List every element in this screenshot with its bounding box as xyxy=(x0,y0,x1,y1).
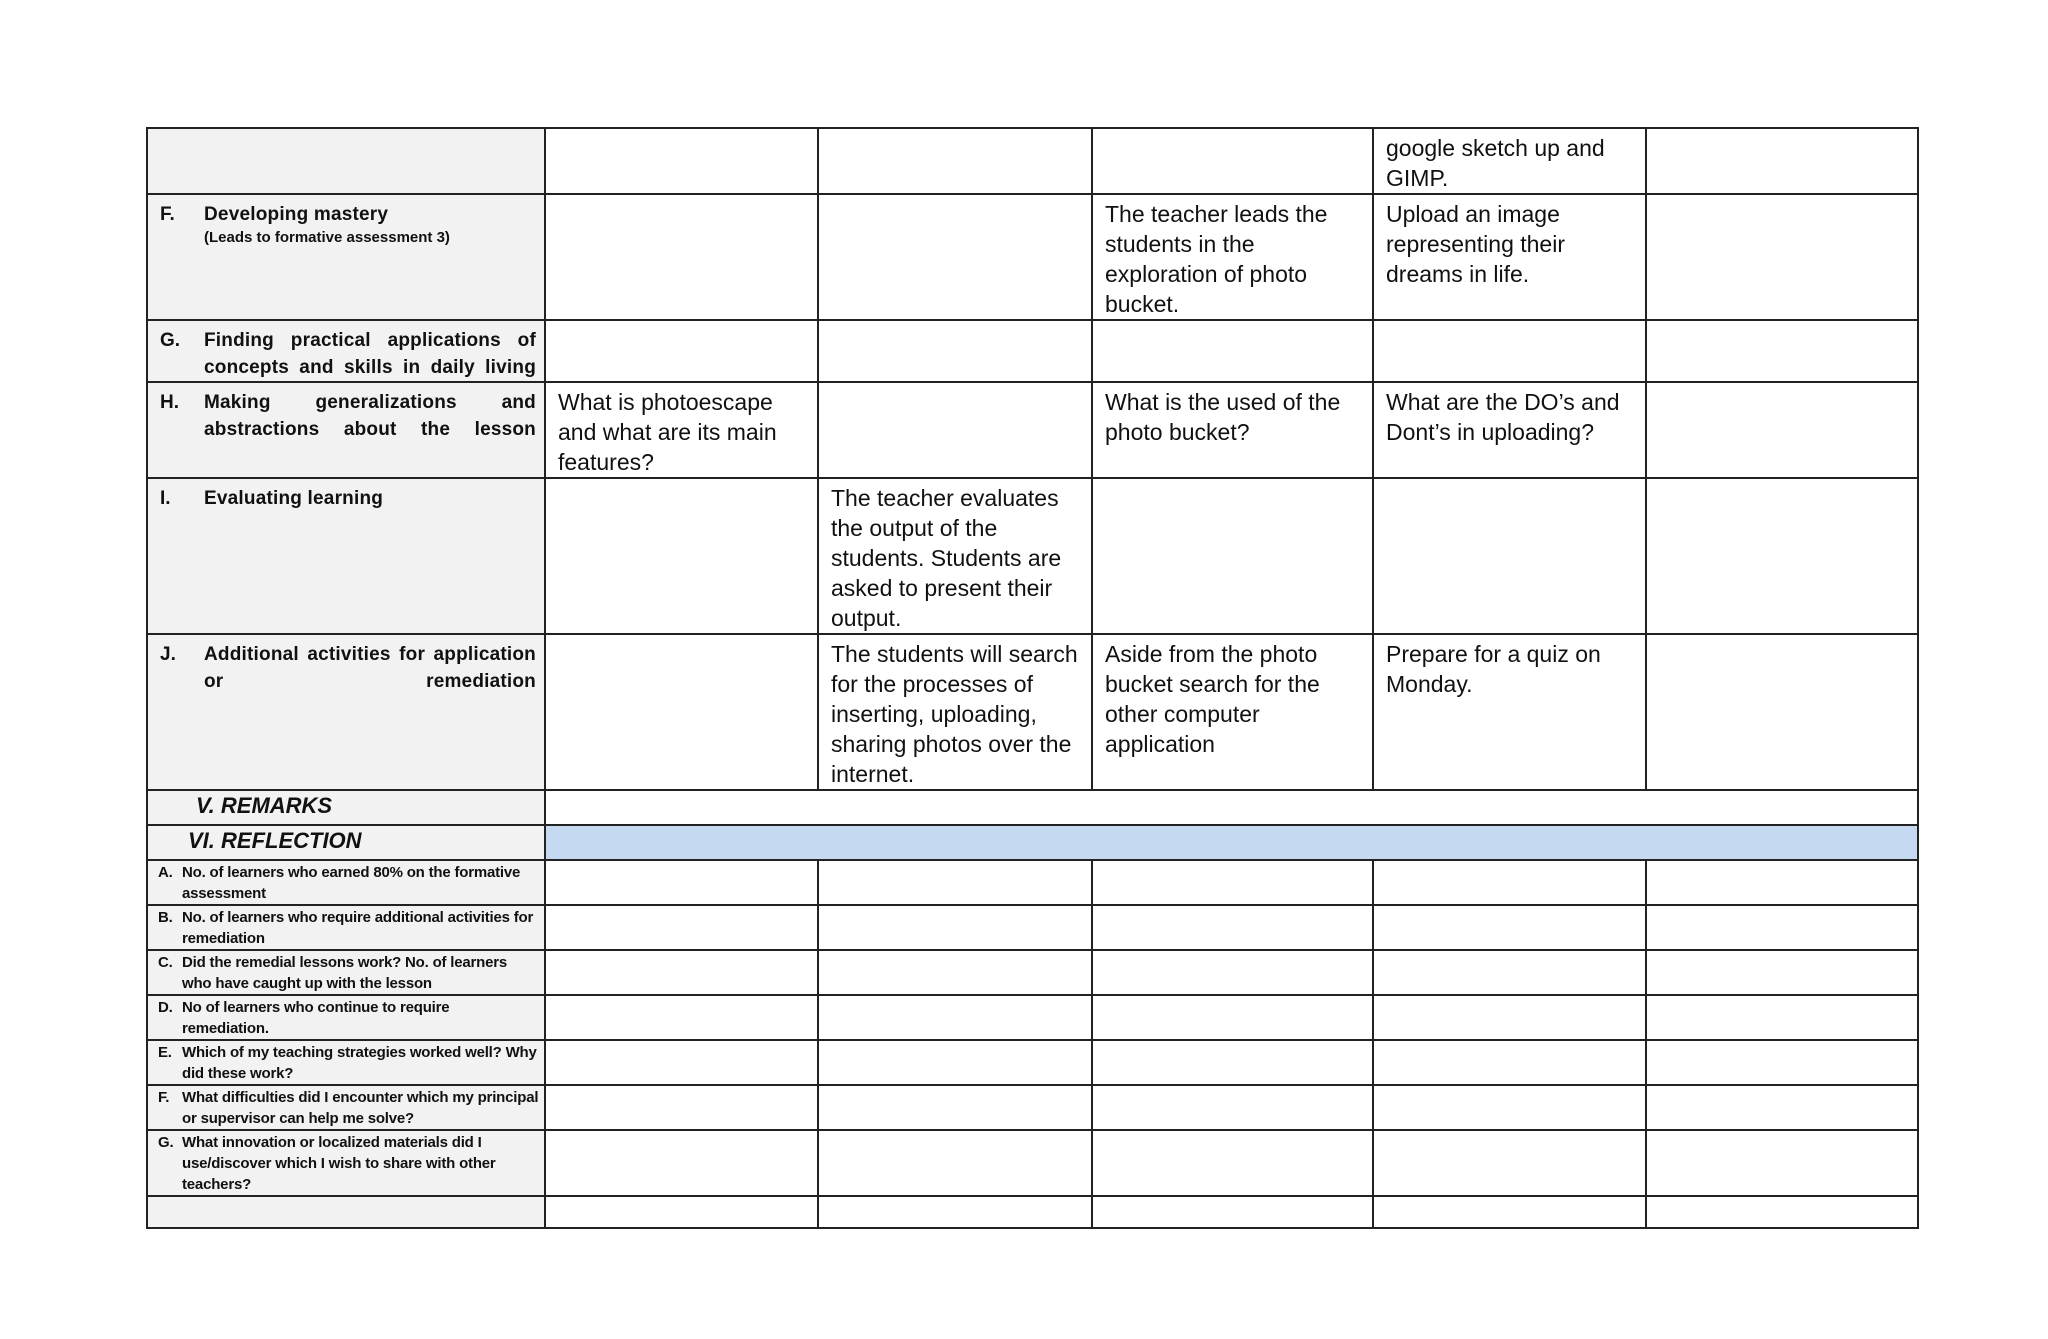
day-cell xyxy=(1092,320,1373,382)
day-cell-text xyxy=(546,129,817,133)
day-cell xyxy=(818,382,1092,478)
day-cell xyxy=(1373,382,1646,478)
day-cell-text xyxy=(819,321,1091,325)
procedure-label xyxy=(148,383,544,443)
reflection-question-cell xyxy=(147,1196,545,1228)
day-cell xyxy=(545,382,818,478)
day-cell xyxy=(1092,382,1373,478)
day-cell xyxy=(1373,194,1646,320)
reflection-answer-cell xyxy=(1373,1196,1646,1228)
reflection-question xyxy=(148,1041,544,1084)
reflection-answer-cell xyxy=(1373,860,1646,905)
day-cell-text: The students will search for the processes of inserting, uploading, sharing photos over the internet. xyxy=(831,641,1078,787)
reflection-letter: A. xyxy=(158,864,173,881)
procedure-label-cell xyxy=(147,128,545,194)
day-cell-text: What is the used of the photo bucket? xyxy=(1105,389,1341,445)
reflection-answer-cell xyxy=(1092,860,1373,905)
day-cell xyxy=(818,320,1092,382)
dll-table xyxy=(146,127,1919,1229)
procedure-label xyxy=(148,479,544,512)
day-cell xyxy=(545,478,818,634)
procedure-label-text-box xyxy=(204,327,536,381)
reflection-answer-cell xyxy=(1646,950,1918,995)
reflection-answer-cell xyxy=(1373,995,1646,1040)
day-cell-text: The teacher leads the students in the exploration of photo bucket. xyxy=(1105,201,1328,317)
day-cell-text xyxy=(1093,129,1372,133)
day-cell-text xyxy=(546,479,817,483)
procedure-row xyxy=(147,634,1918,790)
reflection-letter: D. xyxy=(158,999,173,1016)
reflection-answer-cell xyxy=(1092,1130,1373,1196)
day-cell-text xyxy=(546,635,817,639)
reflection-answer-cell xyxy=(1092,1196,1373,1228)
reflection-question-cell xyxy=(147,1040,545,1085)
reflection-answer-cell xyxy=(545,1130,818,1196)
reflection-answer-cell xyxy=(545,950,818,995)
reflection-answer-cell xyxy=(1373,1130,1646,1196)
procedure-label-text-box xyxy=(204,389,536,443)
reflection-question-text: No of learners who continue to require remediation. xyxy=(182,999,450,1037)
day-cell xyxy=(1373,320,1646,382)
reflection-answer-cell xyxy=(1092,1085,1373,1130)
reflection-question-row xyxy=(147,950,1918,995)
reflection-label-cell xyxy=(147,825,545,860)
reflection-bar xyxy=(545,825,1918,860)
procedure-label-text: Developing mastery xyxy=(204,204,389,225)
reflection-question-cell xyxy=(147,950,545,995)
remarks-cell xyxy=(545,790,1918,825)
reflection-answer-cell xyxy=(1373,950,1646,995)
day-cell-text: The teacher evaluates the output of the students. Students are asked to present their output. xyxy=(831,485,1062,631)
day-cell-text xyxy=(1647,635,1917,639)
reflection-question-text: What difficulties did I encounter which my principal or supervisor can help me solve? xyxy=(182,1089,539,1127)
day-cell xyxy=(1646,478,1918,634)
procedure-letter: J. xyxy=(160,644,176,665)
day-cell xyxy=(1646,634,1918,790)
day-cell xyxy=(818,634,1092,790)
day-cell xyxy=(545,194,818,320)
reflection-row xyxy=(147,825,1918,860)
reflection-question-text: No. of learners who require additional activities for remediation xyxy=(182,909,534,947)
procedure-label xyxy=(148,321,544,381)
day-cell-text: Upload an image representing their dreams in life. xyxy=(1386,201,1565,287)
procedure-row xyxy=(147,382,1918,478)
day-cell xyxy=(1092,634,1373,790)
reflection-heading: VI. REFLECTION xyxy=(188,828,362,853)
procedure-label-cell xyxy=(147,634,545,790)
reflection-question xyxy=(148,951,544,994)
reflection-question-row xyxy=(147,1085,1918,1130)
reflection-answer-cell xyxy=(1646,1130,1918,1196)
reflection-question-text: What innovation or localized materials did I use/discover which I wish to share with other teachers? xyxy=(182,1134,496,1193)
reflection-question xyxy=(148,861,544,904)
reflection-letter: C. xyxy=(158,954,173,971)
reflection-answer-cell xyxy=(818,905,1092,950)
reflection-answer-cell xyxy=(545,995,818,1040)
reflection-answer-cell xyxy=(545,1040,818,1085)
reflection-question xyxy=(148,1131,544,1195)
day-cell-text xyxy=(1374,479,1645,483)
reflection-answer-cell xyxy=(1646,860,1918,905)
reflection-question-cell xyxy=(147,995,545,1040)
reflection-answer-cell xyxy=(1373,1040,1646,1085)
reflection-answer-cell xyxy=(818,1130,1092,1196)
procedure-row xyxy=(147,128,1918,194)
reflection-question-cell xyxy=(147,905,545,950)
day-cell-text: What is photoescape and what are its main features? xyxy=(558,389,777,475)
reflection-answer-cell xyxy=(545,905,818,950)
procedure-row xyxy=(147,478,1918,634)
day-cell-text xyxy=(546,321,817,325)
day-cell xyxy=(1646,382,1918,478)
reflection-question-row xyxy=(147,905,1918,950)
reflection-letter: E. xyxy=(158,1044,172,1061)
reflection-answer-cell xyxy=(545,860,818,905)
reflection-question-row xyxy=(147,1196,1918,1228)
procedure-label-text: Evaluating learning xyxy=(204,488,384,509)
day-cell-text xyxy=(1647,383,1917,387)
reflection-question-row xyxy=(147,1130,1918,1196)
reflection-answer-cell xyxy=(1646,905,1918,950)
reflection-answer-cell xyxy=(1092,950,1373,995)
day-cell xyxy=(545,634,818,790)
day-cell-text xyxy=(1647,195,1917,199)
day-cell xyxy=(1373,128,1646,194)
procedure-label-text-box xyxy=(204,201,450,248)
day-cell xyxy=(1092,478,1373,634)
day-cell xyxy=(1646,194,1918,320)
procedure-row xyxy=(147,194,1918,320)
day-cell xyxy=(818,128,1092,194)
reflection-question xyxy=(148,996,544,1039)
procedure-label xyxy=(148,635,544,695)
reflection-question-text: Which of my teaching strategies worked well? Why did these work? xyxy=(182,1044,537,1082)
reflection-answer-cell xyxy=(818,860,1092,905)
day-cell-text: Prepare for a quiz on Monday. xyxy=(1386,641,1601,697)
procedure-letter: F. xyxy=(160,204,175,225)
reflection-answer-cell xyxy=(818,950,1092,995)
day-cell-text xyxy=(819,129,1091,133)
day-cell xyxy=(1646,128,1918,194)
day-cell xyxy=(818,478,1092,634)
day-cell-text xyxy=(819,195,1091,199)
procedure-label-text-box xyxy=(204,485,383,512)
procedure-label-text-box xyxy=(204,641,536,695)
day-cell-text xyxy=(1647,479,1917,483)
day-cell xyxy=(1092,128,1373,194)
procedure-label-text: Additional activities for application or remediation xyxy=(204,644,536,692)
day-cell xyxy=(1646,320,1918,382)
reflection-letter: F. xyxy=(158,1089,170,1106)
remarks-heading: V. REMARKS xyxy=(196,793,333,818)
reflection-answer-cell xyxy=(1092,905,1373,950)
reflection-answer-cell xyxy=(1646,1196,1918,1228)
reflection-question-text: No. of learners who earned 80% on the formative assessment xyxy=(182,864,521,902)
procedure-letter: G. xyxy=(160,330,181,351)
reflection-question-cell xyxy=(147,860,545,905)
day-cell-text xyxy=(1647,321,1917,325)
reflection-question-row xyxy=(147,995,1918,1040)
procedure-sublabel: (Leads to formative assessment 3) xyxy=(204,229,450,246)
reflection-question-cell xyxy=(147,1085,545,1130)
reflection-answer-cell xyxy=(818,1196,1092,1228)
reflection-answer-cell xyxy=(818,1040,1092,1085)
day-cell-text xyxy=(1647,129,1917,133)
reflection-answer-cell xyxy=(545,1196,818,1228)
procedure-label-cell xyxy=(147,382,545,478)
day-cell-text xyxy=(819,383,1091,387)
reflection-question-row xyxy=(147,1040,1918,1085)
reflection-question-text: Did the remedial lessons work? No. of learners who have caught up with the lesson xyxy=(182,954,508,992)
reflection-letter: G. xyxy=(158,1134,174,1151)
day-cell xyxy=(818,194,1092,320)
reflection-question xyxy=(148,906,544,949)
procedure-letter: I. xyxy=(160,488,171,509)
procedure-label xyxy=(148,195,544,248)
reflection-answer-cell xyxy=(1092,995,1373,1040)
remarks-label-cell xyxy=(147,790,545,825)
day-cell-text xyxy=(546,195,817,199)
day-cell xyxy=(1373,634,1646,790)
reflection-question-row xyxy=(147,860,1918,905)
day-cell-text: Aside from the photo bucket search for the other computer application xyxy=(1105,641,1320,757)
day-cell xyxy=(1373,478,1646,634)
reflection-answer-cell xyxy=(818,1085,1092,1130)
reflection-answer-cell xyxy=(1092,1040,1373,1085)
procedure-label-text: Finding practical applications of concepts and skills in daily living xyxy=(204,330,536,378)
reflection-answer-cell xyxy=(1373,905,1646,950)
reflection-answer-cell xyxy=(818,995,1092,1040)
day-cell xyxy=(1092,194,1373,320)
day-cell-text: What are the DO’s and Dont’s in uploading? xyxy=(1386,389,1620,445)
procedure-row xyxy=(147,320,1918,382)
day-cell-text xyxy=(1374,321,1645,325)
procedure-letter: H. xyxy=(160,392,179,413)
remarks-row xyxy=(147,790,1918,825)
day-cell-text xyxy=(1093,321,1372,325)
reflection-question-cell xyxy=(147,1130,545,1196)
procedure-label-cell xyxy=(147,194,545,320)
reflection-answer-cell xyxy=(1646,995,1918,1040)
reflection-answer-cell xyxy=(1646,1085,1918,1130)
day-cell xyxy=(545,128,818,194)
procedure-label-text: Making generalizations and abstractions about the lesson xyxy=(204,392,536,440)
procedure-label-cell xyxy=(147,478,545,634)
reflection-answer-cell xyxy=(1646,1040,1918,1085)
day-cell-text: google sketch up and GIMP. xyxy=(1386,135,1605,191)
day-cell xyxy=(545,320,818,382)
reflection-answer-cell xyxy=(545,1085,818,1130)
day-cell-text xyxy=(1093,479,1372,483)
reflection-question xyxy=(148,1086,544,1129)
reflection-answer-cell xyxy=(1373,1085,1646,1130)
procedure-label-cell xyxy=(147,320,545,382)
reflection-letter: B. xyxy=(158,909,173,926)
